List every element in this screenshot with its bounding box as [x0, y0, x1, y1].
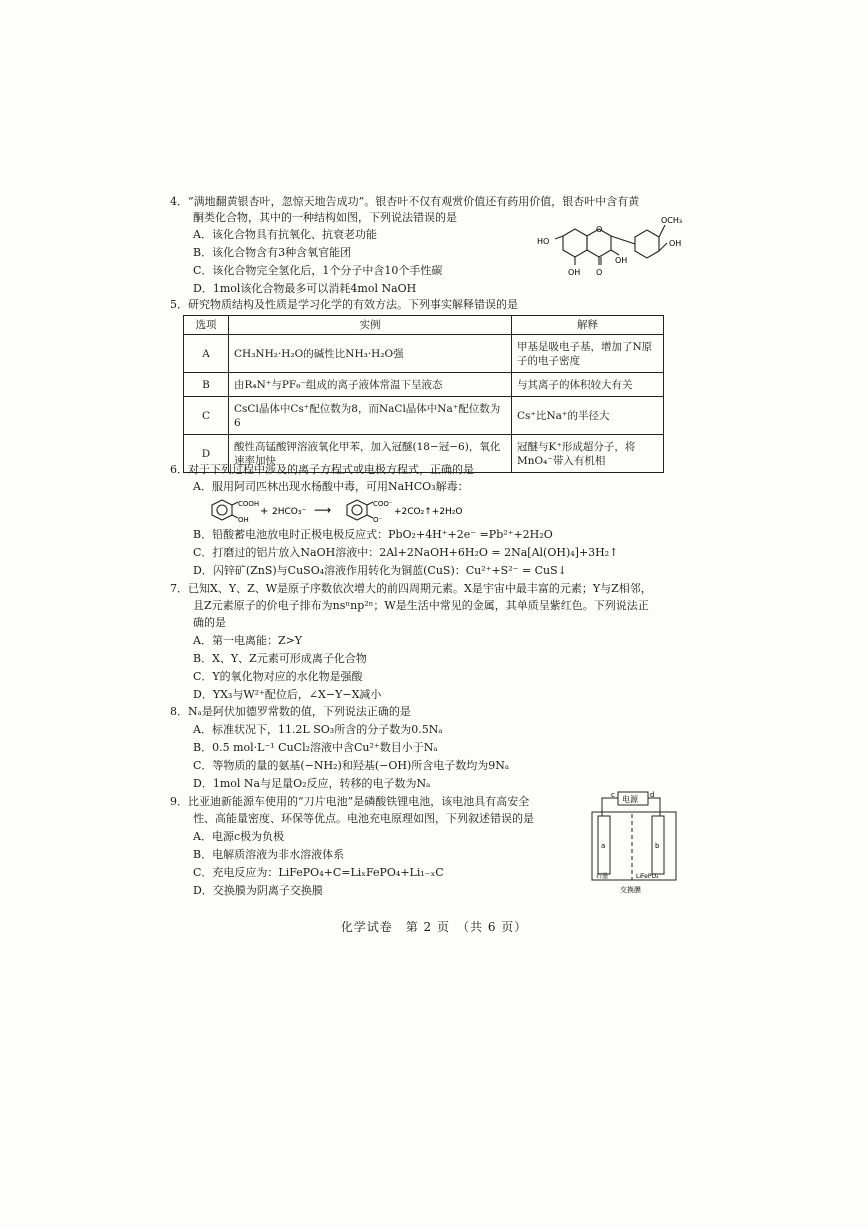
q4-stem-line1: 4．“满地翻黄银杏叶，忽惊天地告成功”。银杏叶不仅有观赏价值还有药用价值，银杏叶中含有黄 — [170, 195, 640, 208]
terminal-c-label: c — [611, 791, 615, 799]
q9-stem-line1: 9．比亚迪新能源车使用的“刀片电池”是磷酸铁锂电池，该电池具有高安全 — [170, 795, 530, 808]
row-option: C — [184, 397, 229, 435]
co2-water-label: +2CO₂↑+2H₂O — [394, 507, 463, 517]
q8-option-a: A．标准状况下，11.2L SO₃所含的分子数为0.5Nₐ — [193, 723, 443, 736]
header-option: 选项 — [184, 316, 229, 335]
electrode-a-label: a — [601, 842, 606, 850]
table-row — [184, 335, 664, 373]
q9-option-b: B．电解质溶液为非水溶液体系 — [193, 848, 345, 861]
q4-option-b: B．该化合物含有3种含氧官能团 — [193, 246, 352, 259]
q6-option-d: D．闪锌矿(ZnS)与CuSO₄溶液作用转化为铜蓝(CuS)：Cu²⁺+S²⁻ = CuS↓ — [193, 564, 567, 577]
q9-option-d: D．交换膜为阴离子交换膜 — [193, 884, 323, 897]
row-example: CsCl晶体中Cs⁺配位数为8，而NaCl晶体中Na⁺配位数为6 — [229, 397, 512, 435]
row-example: CH₃NH₂·H₂O的碱性比NH₃·H₂O强 — [229, 335, 512, 373]
och3-label: OCH₃ — [661, 216, 683, 225]
flavonoid-structure — [535, 207, 705, 285]
row-explain: 冠醚与K⁺形成超分子，将MnO₄⁻带入有机相 — [512, 435, 664, 473]
row-option: A — [184, 335, 229, 373]
row-option: B — [184, 373, 229, 397]
cooh-label: COOH — [238, 500, 260, 508]
q5-table — [183, 315, 664, 473]
q8-option-b: B．0.5 mol·L⁻¹ CuCl₂溶液中含Cu²⁺数目小于Nₐ — [193, 741, 438, 754]
row-example: 由R₄N⁺与PF₆⁻组成的离子液体常温下呈液态 — [229, 373, 512, 397]
q7-stem-line3: 确的是 — [193, 616, 226, 629]
carbonyl-o-label: O — [596, 268, 603, 277]
q6-option-c: C．打磨过的铝片放入NaOH溶液中：2Al+2NaOH+6H₂O = 2Na[Al(OH)₄]+3H₂↑ — [193, 546, 619, 559]
oh-bottom2-label: OH — [615, 256, 628, 265]
reaction-arrow: ⟶ — [314, 503, 332, 517]
oh-label: OH — [238, 516, 249, 524]
q7-option-a: A．第一电离能：Z>Y — [193, 634, 303, 647]
page-footer: 化学试卷 第 2 页 （共 6 页） — [340, 920, 528, 934]
hco3-label: 2HCO₃⁻ — [272, 507, 307, 517]
electrode-b-label: b — [655, 842, 660, 850]
q7-stem-line2: 且Z元素原子的价电子排布为nsⁿnp²ⁿ；W是生活中常见的金属，其单质呈紫红色。下列说法正 — [193, 599, 649, 612]
row-explain: 与其离子的体积较大有关 — [512, 373, 664, 397]
q8-stem: 8．Nₐ是阿伏加德罗常数的值，下列说法正确的是 — [170, 705, 411, 718]
q4-option-d: D．1mol该化合物最多可以消耗4mol NaOH — [193, 282, 417, 295]
row-explain: Cs⁺比Na⁺的半径大 — [512, 397, 664, 435]
oh-left-label: HO — [537, 237, 550, 246]
membrane-label: 交换膜 — [620, 886, 641, 894]
oh-bottom1-label: OH — [568, 268, 581, 277]
table-header-row — [184, 316, 664, 335]
q9-option-a: A．电源c极为负极 — [193, 830, 285, 843]
oh-right-label: OH — [669, 239, 682, 248]
q8-option-c: C．等物质的量的氨基(−NH₂)和羟基(−OH)所含电子数均为9Nₐ — [193, 759, 510, 772]
lifepo4-label: LiFePO₄ — [636, 873, 659, 880]
graphite-label: 石墨 — [596, 873, 609, 880]
row-explain: 甲基是吸电子基，增加了N原子的电子密度 — [512, 335, 664, 373]
q9-stem-line2: 性、高能量密度、环保等优点。电池充电原理如图，下列叙述错误的是 — [193, 812, 534, 825]
q4-stem-line2: 酮类化合物，其中的一种结构如图，下列说法错误的是 — [193, 211, 457, 224]
table-row — [184, 373, 664, 397]
row-option: D — [184, 435, 229, 473]
header-example: 实例 — [229, 316, 512, 335]
q6-option-a: A．服用阿司匹林出现水杨酸中毒，可用NaHCO₃解毒： — [193, 480, 469, 493]
q6-option-b: B．铅酸蓄电池放电时正极电极反应式：PbO₂+4H⁺+2e⁻ =Pb²⁺+2H₂O — [193, 528, 553, 541]
header-explain: 解释 — [512, 316, 664, 335]
battery-diagram — [588, 788, 680, 896]
row-example: 酸性高锰酸钾溶液氧化甲苯，加入冠醚(18−冠−6)，氧化速率加快 — [229, 435, 512, 473]
o-minus-label: O⁻ — [373, 516, 383, 524]
q8-option-d: D．1mol Na与足量O₂反应，转移的电子数为Nₐ — [193, 777, 431, 790]
coo-label: COO⁻ — [373, 500, 393, 508]
salicylic-equation — [210, 495, 540, 525]
terminal-d-label: d — [650, 791, 655, 799]
ring-o-label: O — [596, 225, 603, 234]
q7-option-b: B．X、Y、Z元素可形成离子化合物 — [193, 652, 367, 665]
power-label: 电源 — [622, 795, 638, 804]
q7-stem-line1: 7．已知X、Y、Z、W是原子序数依次增大的前四周期元素。X是宇宙中最丰富的元素；Y与Z相邻， — [170, 582, 652, 595]
q7-option-d: D．YX₃与W²⁺配位后，∠X−Y−X减小 — [193, 688, 382, 701]
q9-option-c: C．充电反应为：LiFePO₄+C=LiₓFePO₄+Li₁₋ₓC — [193, 866, 444, 879]
q6-stem: 6．对于下列过程中涉及的离子方程式或电极方程式，正确的是 — [170, 463, 474, 476]
table-row — [184, 397, 664, 435]
q5-stem: 5．研究物质结构及性质是学习化学的有效方法。下列事实解释错误的是 — [170, 298, 518, 311]
plus-sign: + — [260, 506, 269, 517]
q4-option-a: A．该化合物具有抗氧化、抗衰老功能 — [193, 228, 377, 241]
q7-option-c: C．Y的氧化物对应的水化物是强酸 — [193, 670, 363, 683]
q4-option-c: C．该化合物完全氢化后，1个分子中含10个手性碳 — [193, 264, 443, 277]
